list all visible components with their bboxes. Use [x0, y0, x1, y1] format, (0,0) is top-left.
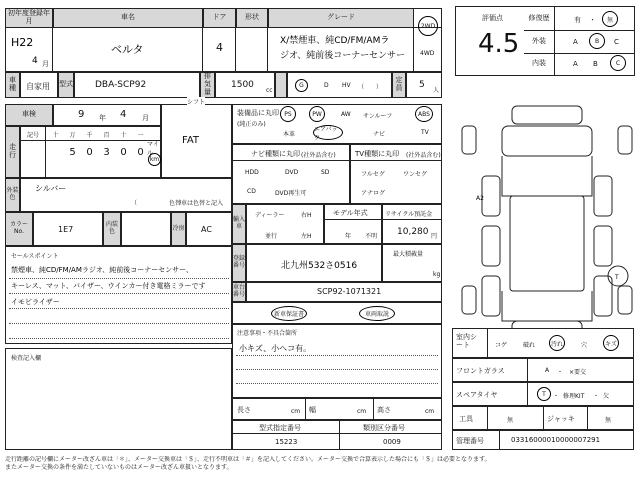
disp-label: 排気量 — [200, 72, 215, 98]
mgmt-value: 03316000010000007291 — [511, 436, 601, 444]
color-code: 1E7 — [58, 225, 74, 234]
navi-box: ナビ種類に丸印 (社外品含む) HDD DVD SD CD DVD再生可 — [232, 144, 350, 204]
shift-label: シフト — [187, 99, 206, 106]
mileage-digit: 5 — [69, 147, 76, 158]
defects-text: 小キズ、小ヘコ有。 — [239, 344, 312, 353]
grade-line-1: X/禁煙車、純CD/FM/AMラ — [280, 36, 390, 46]
equip-tv: TV — [421, 129, 429, 136]
memo-label: 記号 — [27, 132, 40, 139]
spare-label: スペアタイヤ — [456, 391, 498, 399]
point-line: イモビライザー — [11, 298, 60, 306]
svg-text:T: T — [615, 274, 619, 281]
tools-row: 工具 無 ジャッキ 無 — [452, 406, 634, 430]
int-color-cell — [121, 212, 171, 246]
cap-label: 定員 — [392, 72, 406, 98]
shift-cell — [161, 99, 232, 178]
fuel-cell — [287, 72, 392, 98]
fuel-label — [275, 72, 287, 98]
car-diagram — [452, 96, 637, 346]
drive-2wd: 2WD — [420, 22, 436, 30]
drive-4wd: 4WD — [420, 50, 435, 57]
repair-yes: 有 — [574, 16, 581, 24]
door-cell — [203, 28, 236, 72]
glass-row: フロントガラス A ・ ×要交 — [452, 358, 634, 382]
plate-label: 登録番号 — [232, 244, 246, 282]
footer-line-2: またメーター交換の条件を満たしていないものはメーター改ざん車扱いとなります。 — [5, 464, 233, 472]
model-cell — [74, 72, 200, 98]
colorno-cell — [33, 212, 103, 246]
car-name: ベルタ — [111, 43, 144, 56]
grade-line-2: ジオ、純前後コーナーセンサー — [280, 51, 406, 61]
capacity: 5 — [419, 80, 425, 90]
mgmt-row — [452, 430, 634, 450]
ac-label: 冷房 — [171, 212, 186, 246]
inspect-year-unit: 年 — [99, 114, 106, 122]
score-label: 評価点 — [482, 14, 503, 22]
inspect-month: 4 — [120, 109, 127, 120]
equip-leather: 本革 — [283, 131, 296, 138]
fuel-etc: （ ） — [358, 84, 383, 91]
name-label: 車名 — [53, 8, 203, 28]
inspect-cell — [53, 104, 161, 126]
shape-cell — [236, 28, 268, 72]
fuel-hv: HV — [342, 82, 351, 89]
color-cell — [20, 178, 232, 212]
spare-row: スペアタイヤ T ・ 修理KIT ・ 欠 — [452, 382, 634, 406]
sales-points — [5, 246, 232, 344]
mgmt-label: 管理番号 — [456, 437, 484, 445]
score-box: 評価点 4.5 修復歴 外装 内装 有 ・ 無 A B C A B C — [455, 6, 635, 76]
mileage-label: 走行 — [5, 126, 20, 178]
defects-label: 注意事項・不具合箇所 — [237, 330, 298, 337]
ext-grade-c: C — [614, 38, 619, 46]
equip-ps: PS — [280, 106, 296, 122]
equip-pw: PW — [309, 106, 325, 122]
diagram-mark: A2 — [476, 195, 484, 202]
reg-cell — [5, 28, 53, 72]
point-line: キーレス、マット、バイザー、ウインカー付き電格ミラーです — [11, 282, 206, 290]
ext-grade-a: A — [573, 38, 578, 46]
navi-title: ナビ種類に丸印 — [251, 150, 300, 158]
inspector-box — [5, 348, 232, 450]
repair-label: 修復歴 — [524, 7, 554, 30]
use-label: 車 種 — [5, 72, 20, 98]
glass-label: フロントガラス — [456, 367, 505, 375]
drive-2wd-circle — [418, 16, 438, 36]
capacity-unit: 人 — [433, 87, 440, 94]
int-label: 内装 — [524, 53, 554, 75]
footer-line-1: 走行距離の記号欄にメーター改ざん車は「＊」、メーター交換車は「＄」、走行不明車は「＃」を記入してください。メーター交換で合算表示した場合にも「＄」は必要となります。 — [5, 456, 491, 463]
interior-scratch-circle: キズ — [603, 335, 619, 351]
shape-label: 形状 — [236, 8, 268, 28]
tv-sub: (社外品含む) — [406, 152, 441, 159]
model-year-cell: モデル年式 年 不明 — [324, 204, 382, 244]
equip-sub: (純正のみ) — [237, 121, 266, 128]
door-label: ドア — [203, 8, 236, 28]
reg-month: 4 — [32, 56, 38, 66]
equip-box — [232, 104, 442, 144]
fuel-g-circle: G — [295, 79, 308, 92]
colorno-label: カラー No. — [5, 212, 33, 246]
color-label: 外装色 — [5, 178, 20, 212]
plate-cell — [246, 244, 382, 282]
recycle-value: 10,280 — [397, 227, 429, 237]
car-name-cell — [53, 28, 203, 72]
model-value: DBA-SCP92 — [95, 80, 147, 90]
score-value: 4.5 — [478, 29, 520, 59]
navi-sub: (社外品含む) — [301, 152, 336, 159]
dims-row: 長さ cm 幅 cm 高さ cm — [232, 398, 442, 420]
use-cell — [20, 72, 58, 98]
import-label: 輸入車 — [232, 204, 246, 244]
displacement: 1500 — [231, 80, 254, 90]
equip-aw: AW — [341, 111, 351, 118]
reg-month-unit: 月 — [42, 60, 49, 68]
equip-airbag: エアバック — [313, 125, 343, 140]
grade-label: グレード — [268, 8, 414, 28]
type-number: 15223 — [275, 438, 298, 446]
mileage-digit: 3 — [103, 147, 110, 158]
door-count: 4 — [216, 41, 223, 54]
recycle-label: リサイクル預託金 — [385, 211, 433, 218]
color-value: シルバー — [35, 184, 67, 193]
reg-label: 初年度登録年月 — [5, 8, 53, 28]
tv-title: TV種類に丸印 — [355, 150, 400, 158]
load-label: 最大積載量 — [393, 251, 424, 258]
equip-sunroof: サンルーフ — [363, 113, 393, 120]
mileage-digit: 0 — [120, 147, 127, 158]
interior-stain-circle: 汚れ — [549, 335, 565, 351]
cap-cell — [406, 72, 442, 98]
warranty-row — [232, 302, 442, 324]
mileage-digit: 0 — [86, 147, 93, 158]
interior-row: 室内シート コゲ 破れ 汚れ 穴 キズ — [452, 328, 634, 358]
inspect-month-unit: 月 — [142, 114, 149, 122]
ext-label: 外装 — [524, 30, 554, 53]
km-circle: km — [148, 153, 161, 166]
load-cell: 最大積載量 kg — [382, 244, 442, 282]
inspect-year: 9 — [78, 109, 85, 120]
footer — [5, 456, 635, 472]
equip-title: 装備品に丸印 — [237, 109, 279, 117]
mileage-digit: 0 — [137, 147, 144, 158]
inspector-label: 検査記入欄 — [11, 355, 42, 362]
reg-era: H22 — [11, 36, 34, 49]
use-value: 自家用 — [26, 82, 50, 91]
int-grade-b: B — [593, 60, 598, 68]
interior-label: 室内シート — [456, 333, 477, 350]
color-paren: （ ） — [131, 200, 186, 207]
chassis-cell — [246, 282, 442, 302]
class-number: 0009 — [383, 438, 401, 446]
tv-box: TV種類に丸印 (社外品含む) フルセグ ワンセグ アナログ — [350, 144, 442, 204]
disp-cell — [215, 72, 275, 98]
int-grade-a: A — [573, 60, 578, 68]
fuel-d: D — [324, 82, 329, 89]
points-label: セールスポイント — [11, 253, 59, 260]
manual-circle: 新車保証書 — [271, 306, 307, 321]
inspect-label: 車検 — [5, 104, 53, 126]
mile-unit: マイル — [147, 141, 159, 157]
import-cell: ディーラー 右H 並行 左H — [246, 204, 324, 244]
mileage-cell: 記号 十 万 千 百 十 一 5 0 3 0 0 マイル km — [20, 126, 161, 178]
ac-value: AC — [201, 225, 212, 234]
recycle-cell: リサイクル預託金 10,280 円 — [382, 204, 442, 244]
spare-t-circle: T — [537, 387, 551, 401]
equip-navi: ナビ — [373, 131, 386, 138]
defects-box — [232, 324, 442, 398]
repair-no-circle: 無 — [602, 11, 618, 27]
ext-grade-b-circle: B — [589, 33, 605, 49]
cc-unit: cc — [266, 87, 273, 94]
model-label: 型式 — [58, 72, 74, 98]
grade-cell — [268, 28, 414, 72]
shift-value: FAT — [182, 135, 200, 146]
chassis-label: 車台番号 — [232, 282, 246, 302]
ac-cell — [186, 212, 232, 246]
equip-abs: ABS — [415, 106, 433, 122]
drive-cell — [414, 22, 442, 72]
point-line: 禁煙車、純CD/FM/AMラジオ、純前後コーナーセンサー、 — [11, 266, 193, 274]
color-note: 色替車は色替と記入 — [169, 200, 224, 207]
spec-circle: 車両取説 — [359, 306, 395, 321]
int-color-label: 内装色 — [103, 212, 121, 246]
chassis-value: SCP92-1071321 — [317, 287, 382, 296]
model-year-label: モデル年式 — [333, 209, 368, 217]
plate-value: 北九州532さ0516 — [281, 261, 358, 271]
ids-box: 型式指定番号 類別区分番号 15223 0009 — [232, 420, 442, 450]
int-grade-c-circle: C — [610, 55, 626, 71]
